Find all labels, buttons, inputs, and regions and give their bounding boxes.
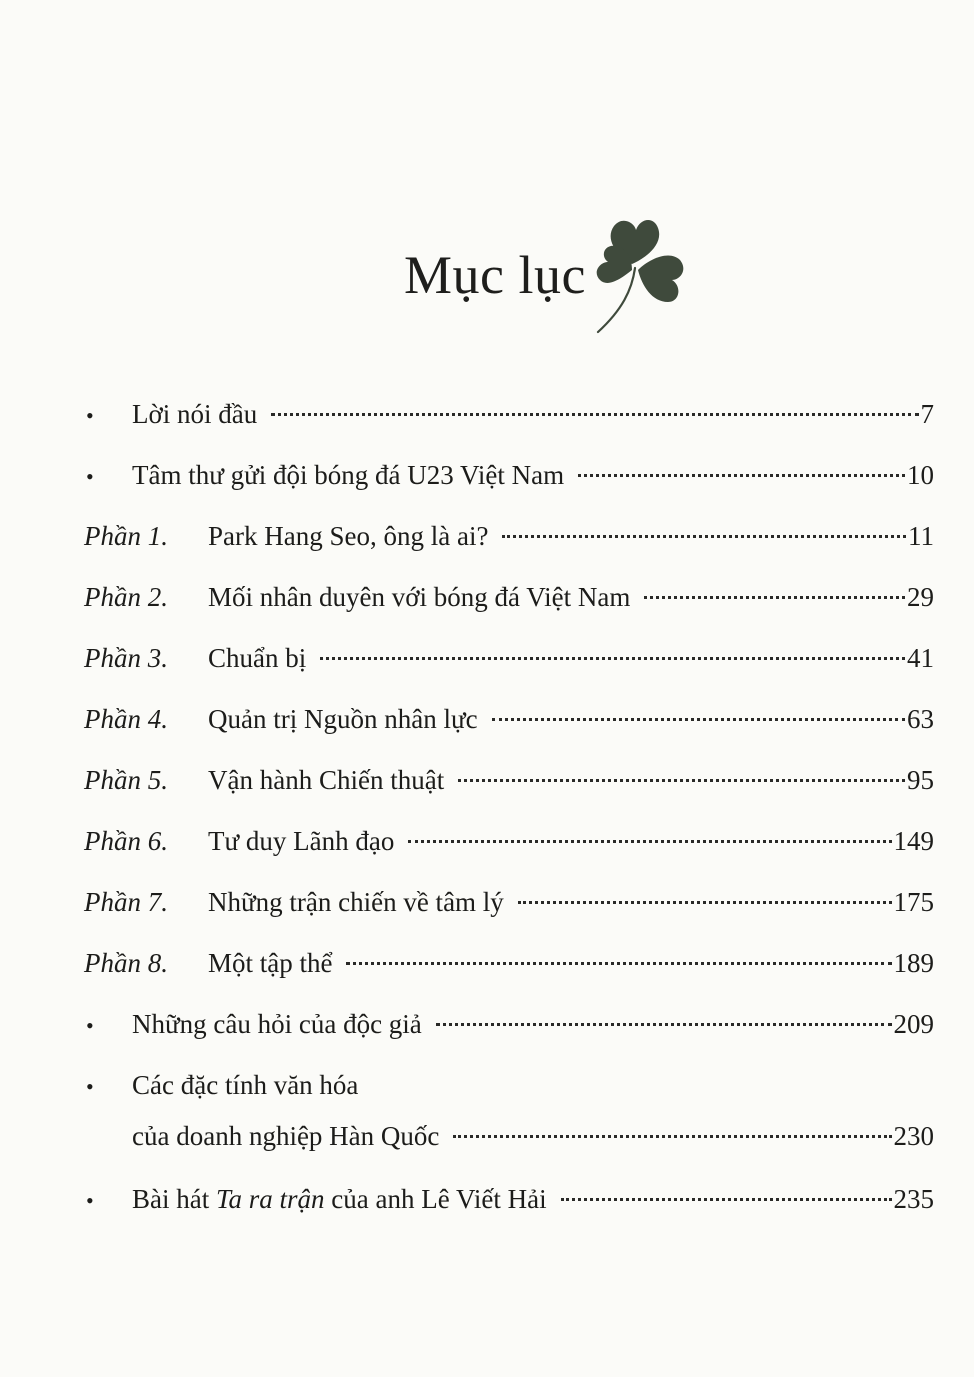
entry-title: Một tập thể bbox=[208, 948, 333, 978]
toc-entry[interactable] bbox=[84, 880, 934, 924]
entry-title: Quản trị Nguồn nhân lực bbox=[208, 704, 478, 734]
page-number: 175 bbox=[893, 887, 934, 917]
entry-title: Những trận chiến về tâm lý bbox=[208, 887, 504, 917]
page-number: 149 bbox=[893, 826, 934, 856]
part-label: Phần 2. bbox=[84, 582, 168, 612]
page-number: 95 bbox=[907, 765, 934, 795]
entry-title-line-2: của doanh nghiệp Hàn Quốc bbox=[132, 1121, 440, 1151]
page-title: Mục lục bbox=[404, 245, 586, 305]
bullet: • bbox=[86, 1074, 94, 1099]
page-number: 7 bbox=[920, 399, 934, 429]
toc-entry[interactable] bbox=[84, 941, 934, 985]
entry-title: Tư duy Lãnh đạo bbox=[208, 826, 395, 856]
toc-entry-multiline-second[interactable] bbox=[84, 1114, 934, 1158]
entry-title-line-1: Các đặc tính văn hóa bbox=[132, 1070, 359, 1100]
entry-title: Chuẩn bị bbox=[208, 643, 307, 673]
dot-leader bbox=[561, 1198, 892, 1201]
part-label: Phần 3. bbox=[84, 643, 168, 673]
dot-leader bbox=[453, 1135, 891, 1138]
entry-title: Tâm thư gửi đội bóng đá U23 Việt Nam bbox=[132, 460, 565, 490]
page-number: 10 bbox=[907, 460, 934, 490]
page-number: 41 bbox=[907, 643, 934, 673]
dot-leader bbox=[502, 535, 906, 538]
toc-entry[interactable] bbox=[84, 1177, 934, 1221]
part-label: Phần 4. bbox=[84, 704, 168, 734]
page-number: 11 bbox=[908, 521, 934, 551]
toc-entry[interactable] bbox=[84, 392, 934, 436]
entry-title: Vận hành Chiến thuật bbox=[208, 765, 445, 795]
page-number: 29 bbox=[907, 582, 934, 612]
dot-leader bbox=[644, 596, 905, 599]
bullet: • bbox=[86, 1013, 94, 1038]
toc-entry[interactable] bbox=[84, 819, 934, 863]
dot-leader bbox=[518, 901, 892, 904]
entry-title-prefix: Bài hát bbox=[132, 1184, 216, 1214]
part-label: Phần 1. bbox=[84, 521, 168, 551]
toc-entry-multiline-first[interactable] bbox=[84, 1063, 934, 1107]
dot-leader bbox=[578, 474, 905, 477]
dot-leader bbox=[408, 840, 891, 843]
page-number: 209 bbox=[893, 1009, 934, 1039]
toc-entry[interactable] bbox=[84, 1002, 934, 1046]
dot-leader bbox=[271, 413, 918, 416]
page-number: 63 bbox=[907, 704, 934, 734]
part-label: Phần 8. bbox=[84, 948, 168, 978]
entry-title-suffix: của anh Lê Viết Hải bbox=[324, 1184, 547, 1214]
dot-leader bbox=[346, 962, 891, 965]
bullet: • bbox=[86, 464, 94, 489]
toc-entry[interactable] bbox=[84, 453, 934, 497]
toc-entry[interactable] bbox=[84, 575, 934, 619]
page-number: 235 bbox=[893, 1184, 934, 1214]
entry-title: Park Hang Seo, ông là ai? bbox=[208, 521, 489, 551]
dot-leader bbox=[492, 718, 905, 721]
toc-entry[interactable] bbox=[84, 758, 934, 802]
page-number: 230 bbox=[893, 1121, 934, 1151]
entry-title: Những câu hỏi của độc giả bbox=[132, 1009, 422, 1039]
part-label: Phần 5. bbox=[84, 765, 168, 795]
entry-title: Mối nhân duyên với bóng đá Việt Nam bbox=[208, 582, 631, 612]
song-title: Ta ra trận bbox=[215, 1184, 325, 1214]
toc-entry[interactable] bbox=[84, 514, 934, 558]
part-label: Phần 6. bbox=[84, 826, 168, 856]
page-number: 189 bbox=[893, 948, 934, 978]
part-label: Phần 7. bbox=[84, 887, 168, 917]
dot-leader bbox=[458, 779, 905, 782]
toc-entry[interactable] bbox=[84, 697, 934, 741]
toc-entry[interactable] bbox=[84, 636, 934, 680]
entry-title: Lời nói đầu bbox=[132, 399, 258, 429]
dot-leader bbox=[436, 1023, 892, 1026]
entry-title bbox=[132, 1177, 547, 1221]
clover-icon bbox=[588, 200, 708, 340]
bullet: • bbox=[86, 1188, 94, 1213]
heading bbox=[404, 236, 724, 346]
bullet: • bbox=[86, 403, 94, 428]
dot-leader bbox=[320, 657, 905, 660]
